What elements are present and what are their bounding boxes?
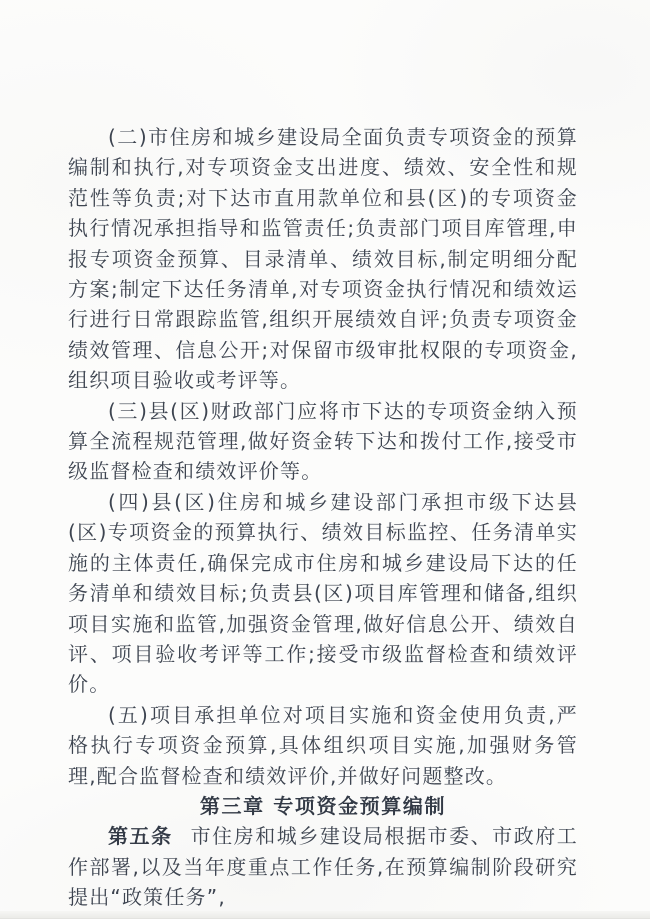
page-bottom-edge-shadow: [0, 911, 650, 919]
article-text: 市住房和城乡建设局根据市委、市政府工作部署,以及当年度重点工作任务,在预算编制阶段研究提出“政策任务”,: [68, 824, 578, 910]
paragraph-item-4: (四)县(区)住房和城乡建设部门承担市级下达县(区)专项资金的预算执行、绩效目标监控、任务清单实施的主体责任,确保完成市住房和城乡建设局下达的任务清单和绩效目标;负责县(区)项目库管理和储备,组织项目实施和监管,加强资金管理,做好信息公开、绩效自评、项目验收考评等工作;接受市级监督检查和绩效评价。: [68, 489, 578, 697]
paragraph-item-5: (五)项目承担单位对项目实施和资金使用负责,严格执行专项资金预算,具体组织项目实施,加强财务管理,配合监督检查和绩效评价,并做好问题整改。: [68, 702, 578, 788]
chapter-heading: 第三章 专项资金预算编制: [199, 793, 447, 818]
paragraph-article-5: [68, 821, 578, 912]
paragraph-item-2: (二)市住房和城乡建设局全面负责专项资金的预算编制和执行,对专项资金支出进度、绩效、安全性和规范性等负责;对下达市直用款单位和县(区)的专项资金执行情况承担指导和监管责任;负责部门项目库管理,申报专项资金预算、目录清单、绩效目标,制定明细分配方案;制定下达任务清单,对专项资金执行情况和绩效运行进行日常跟踪监管,组织开展绩效自评;负责专项资金绩效管理、信息公开;对保留市级审批权限的专项资金,组织项目验收或考评等。: [68, 125, 578, 393]
article-number-label: 第五条: [108, 824, 173, 849]
paragraph-item-3: (三)县(区)财政部门应将市下达的专项资金纳入预算全流程规范管理,做好资金转下达和拨付工作,接受市级监督检查和绩效评价等。: [68, 398, 578, 484]
document-text-block: [68, 122, 578, 913]
